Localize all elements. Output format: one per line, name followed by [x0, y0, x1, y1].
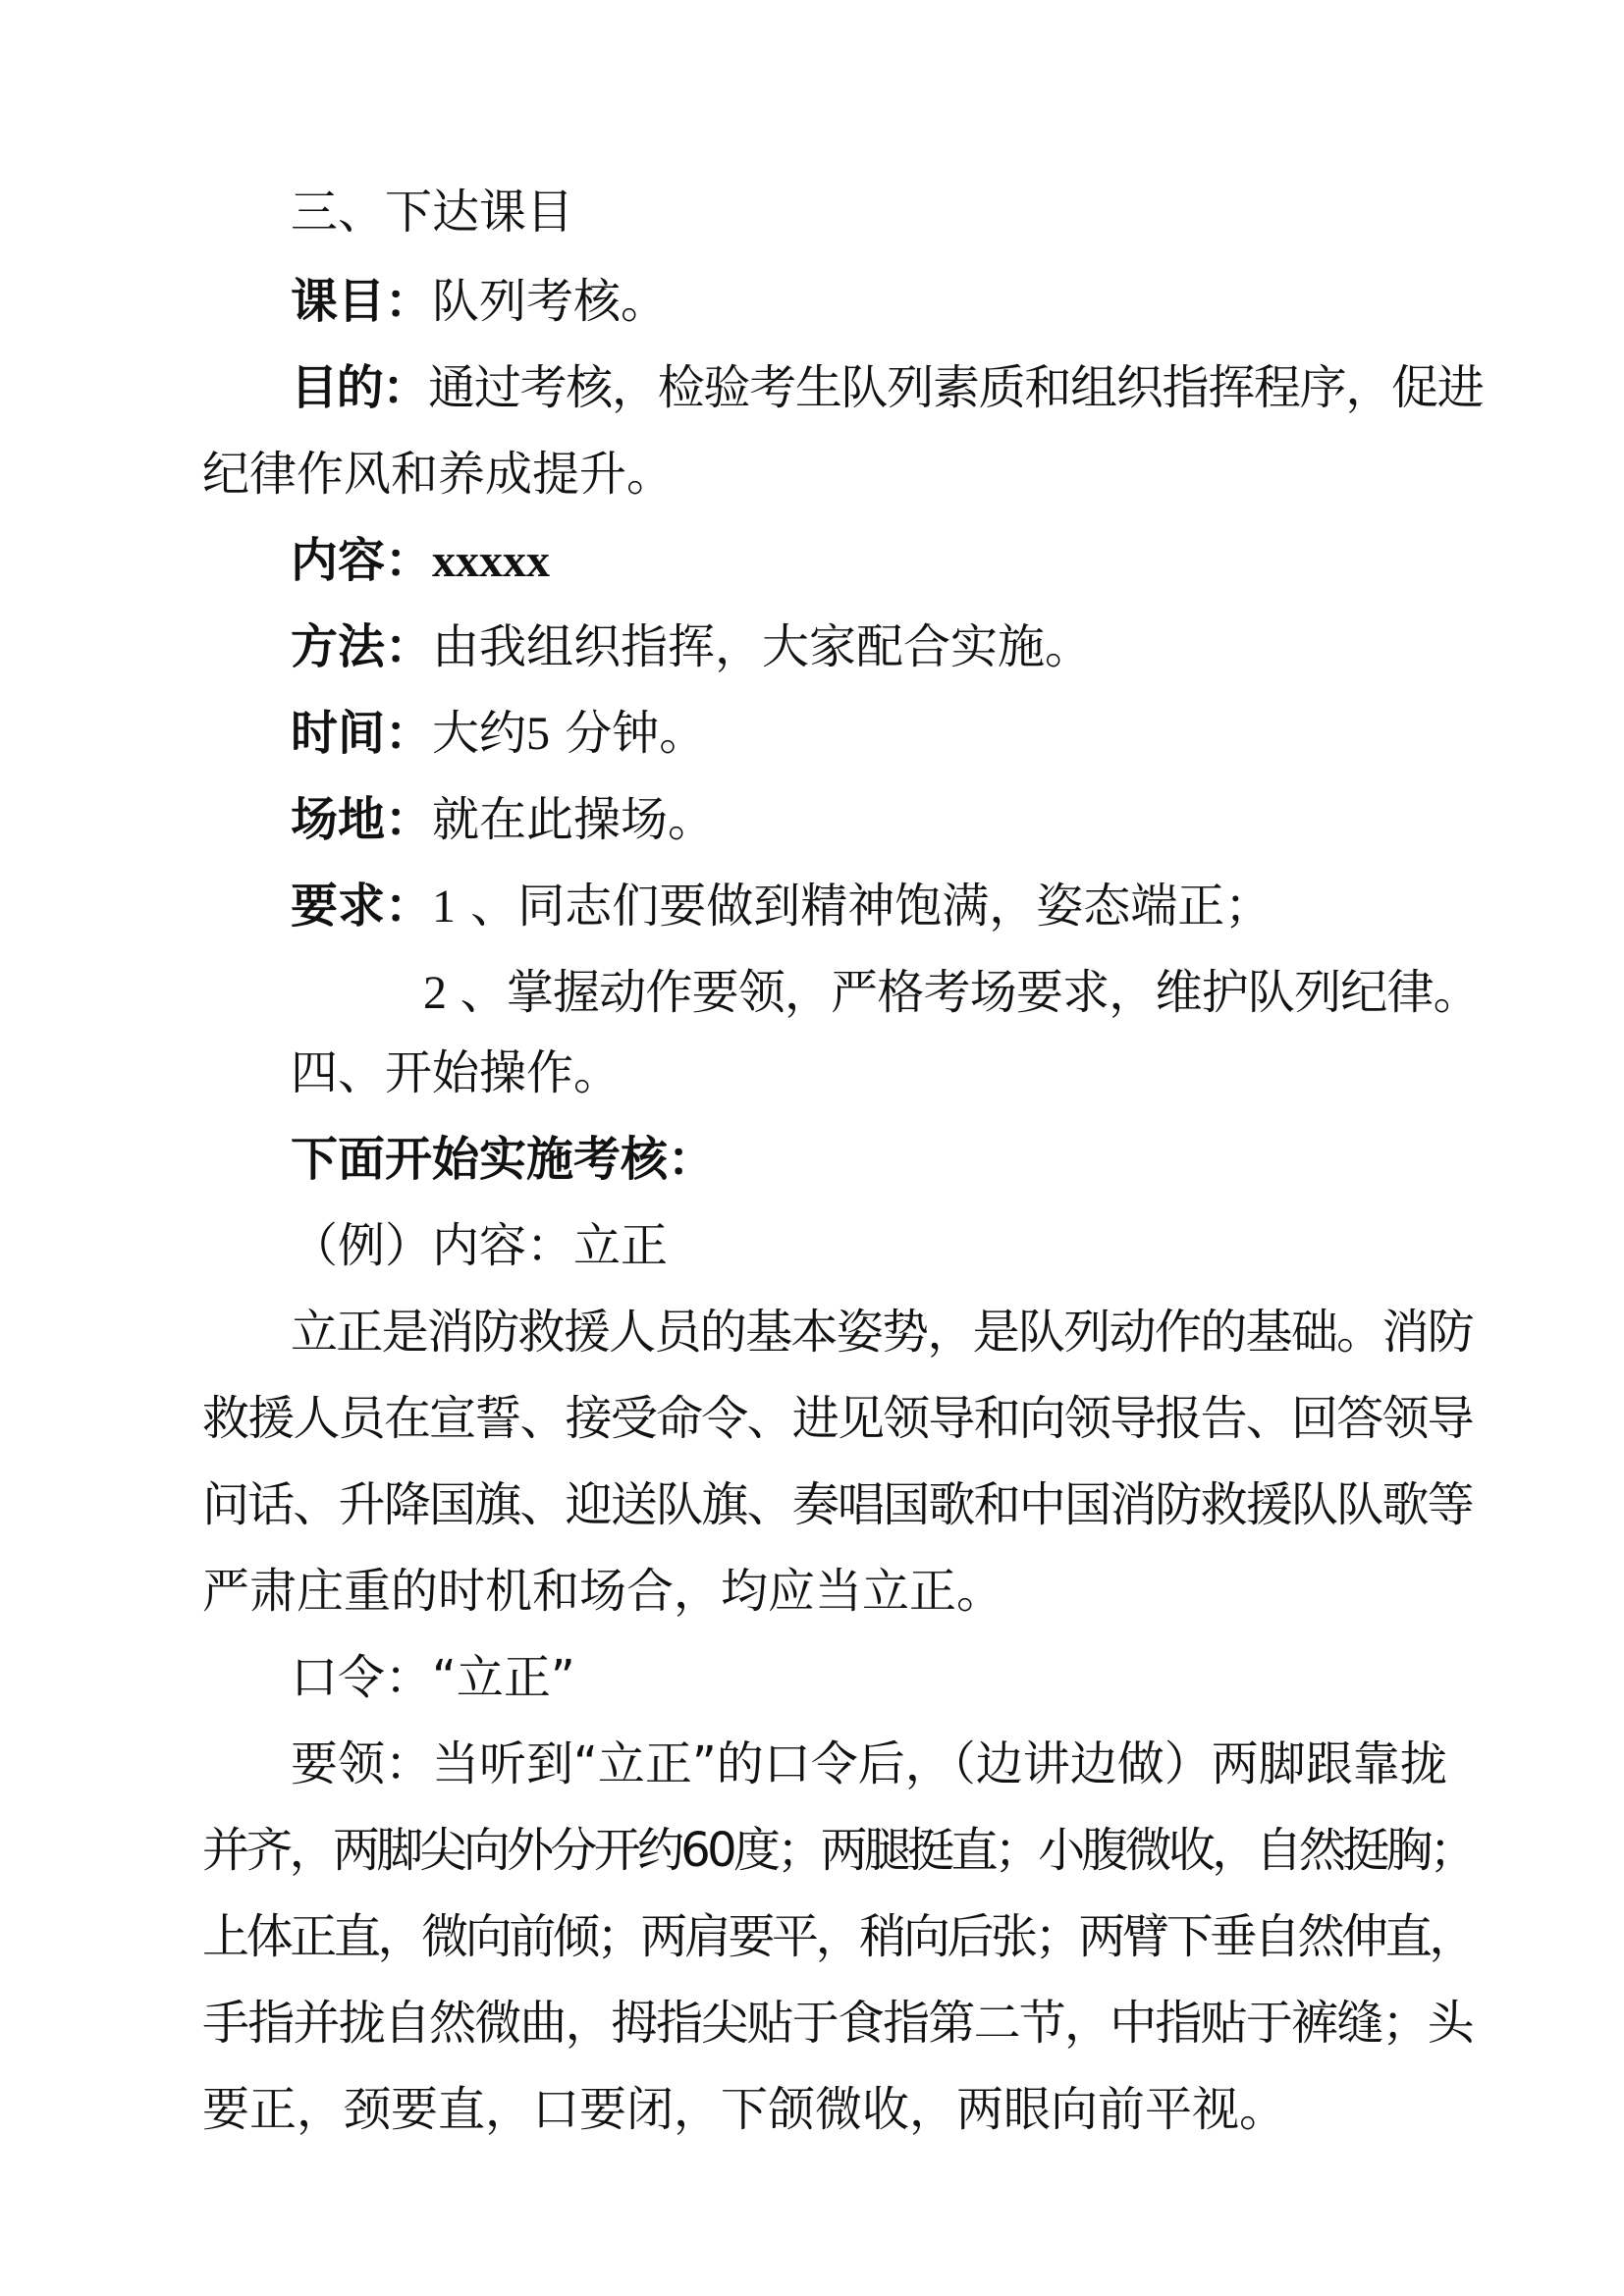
paragraph-1-line-3: 问话、升降国旗、迎送队旗、奏唱国歌和中国消防救援队队歌等 [202, 1477, 1473, 1532]
essentials-line-3: 上体正直，微向前倾；两肩要平，稍向后张；两臂下垂自然伸直， [202, 1909, 1473, 1964]
requirement-2-text: 、掌握动作要领，严格考场要求，维护队列纪律。 [446, 965, 1480, 1020]
venue-line [291, 790, 715, 849]
time-pre: 大约 [432, 706, 527, 761]
essentials-line-4: 手指并拢自然微曲，拇指尖贴于食指第二节，中指贴于裤缝；头 [202, 1996, 1473, 2051]
content-line [291, 531, 550, 591]
command-line: 口令：“立正” [291, 1650, 575, 1705]
example-heading: （例）内容：立正 [291, 1218, 669, 1273]
method-text: 由我组织指挥，大家配合实施。 [432, 619, 1093, 674]
method-label: 方法： [291, 619, 433, 674]
essentials-line-1: 要领：当听到“立正”的口令后，（边讲边做）两脚跟靠拢 [291, 1736, 1447, 1791]
purpose-label: 目的： [291, 360, 429, 415]
venue-label: 场地： [291, 792, 433, 847]
essentials-line-2: 并齐，两脚尖向外分开约60度；两腿挺直；小腹微收，自然挺胸； [202, 1823, 1474, 1878]
section-heading-4: 四、开始操作。 [291, 1045, 622, 1100]
start-heading: 下面开始实施考核： [291, 1132, 716, 1187]
time-number: 5 [526, 708, 551, 760]
subject-text: 队列考核。 [432, 274, 669, 329]
purpose-line-1 [291, 358, 1483, 417]
section-heading-3: 三、下达课目 [291, 185, 574, 240]
requirement-1-text: 、同志们要做到精神饱满，姿态端正； [456, 879, 1272, 934]
time-line [291, 704, 706, 764]
paragraph-1-line-1: 立正是消防救援人员的基本姿势，是队列动作的基础。消防 [291, 1305, 1474, 1360]
requirements-line-1 [291, 877, 1272, 936]
requirements-label: 要求： [291, 879, 433, 934]
content-text: xxxxx [432, 535, 551, 587]
purpose-line-2: 纪律作风和养成提升。 [202, 447, 675, 502]
time-post: 分钟。 [550, 706, 707, 761]
subject-label: 课目： [291, 274, 433, 329]
paragraph-1-line-4: 严肃庄重的时机和场合，均应当立正。 [202, 1564, 1004, 1619]
purpose-text-1: 通过考核，检验考生队列素质和组织指挥程序，促进 [428, 360, 1484, 415]
essentials-line-5: 要正，颈要直，口要闭，下颌微收，两眼向前平视。 [202, 2082, 1287, 2137]
subject-line [291, 272, 668, 331]
method-line [291, 617, 1092, 676]
requirement-1-number: 1 [432, 881, 457, 933]
paragraph-1-line-2: 救援人员在宣誓、接受命令、进见领导和向领导报告、回答领导 [202, 1391, 1473, 1446]
requirement-2-number: 2 [423, 967, 447, 1019]
time-label: 时间： [291, 706, 433, 761]
content-label: 内容： [291, 533, 433, 588]
venue-text: 就在此操场。 [432, 792, 716, 847]
requirements-line-2 [423, 963, 1480, 1023]
